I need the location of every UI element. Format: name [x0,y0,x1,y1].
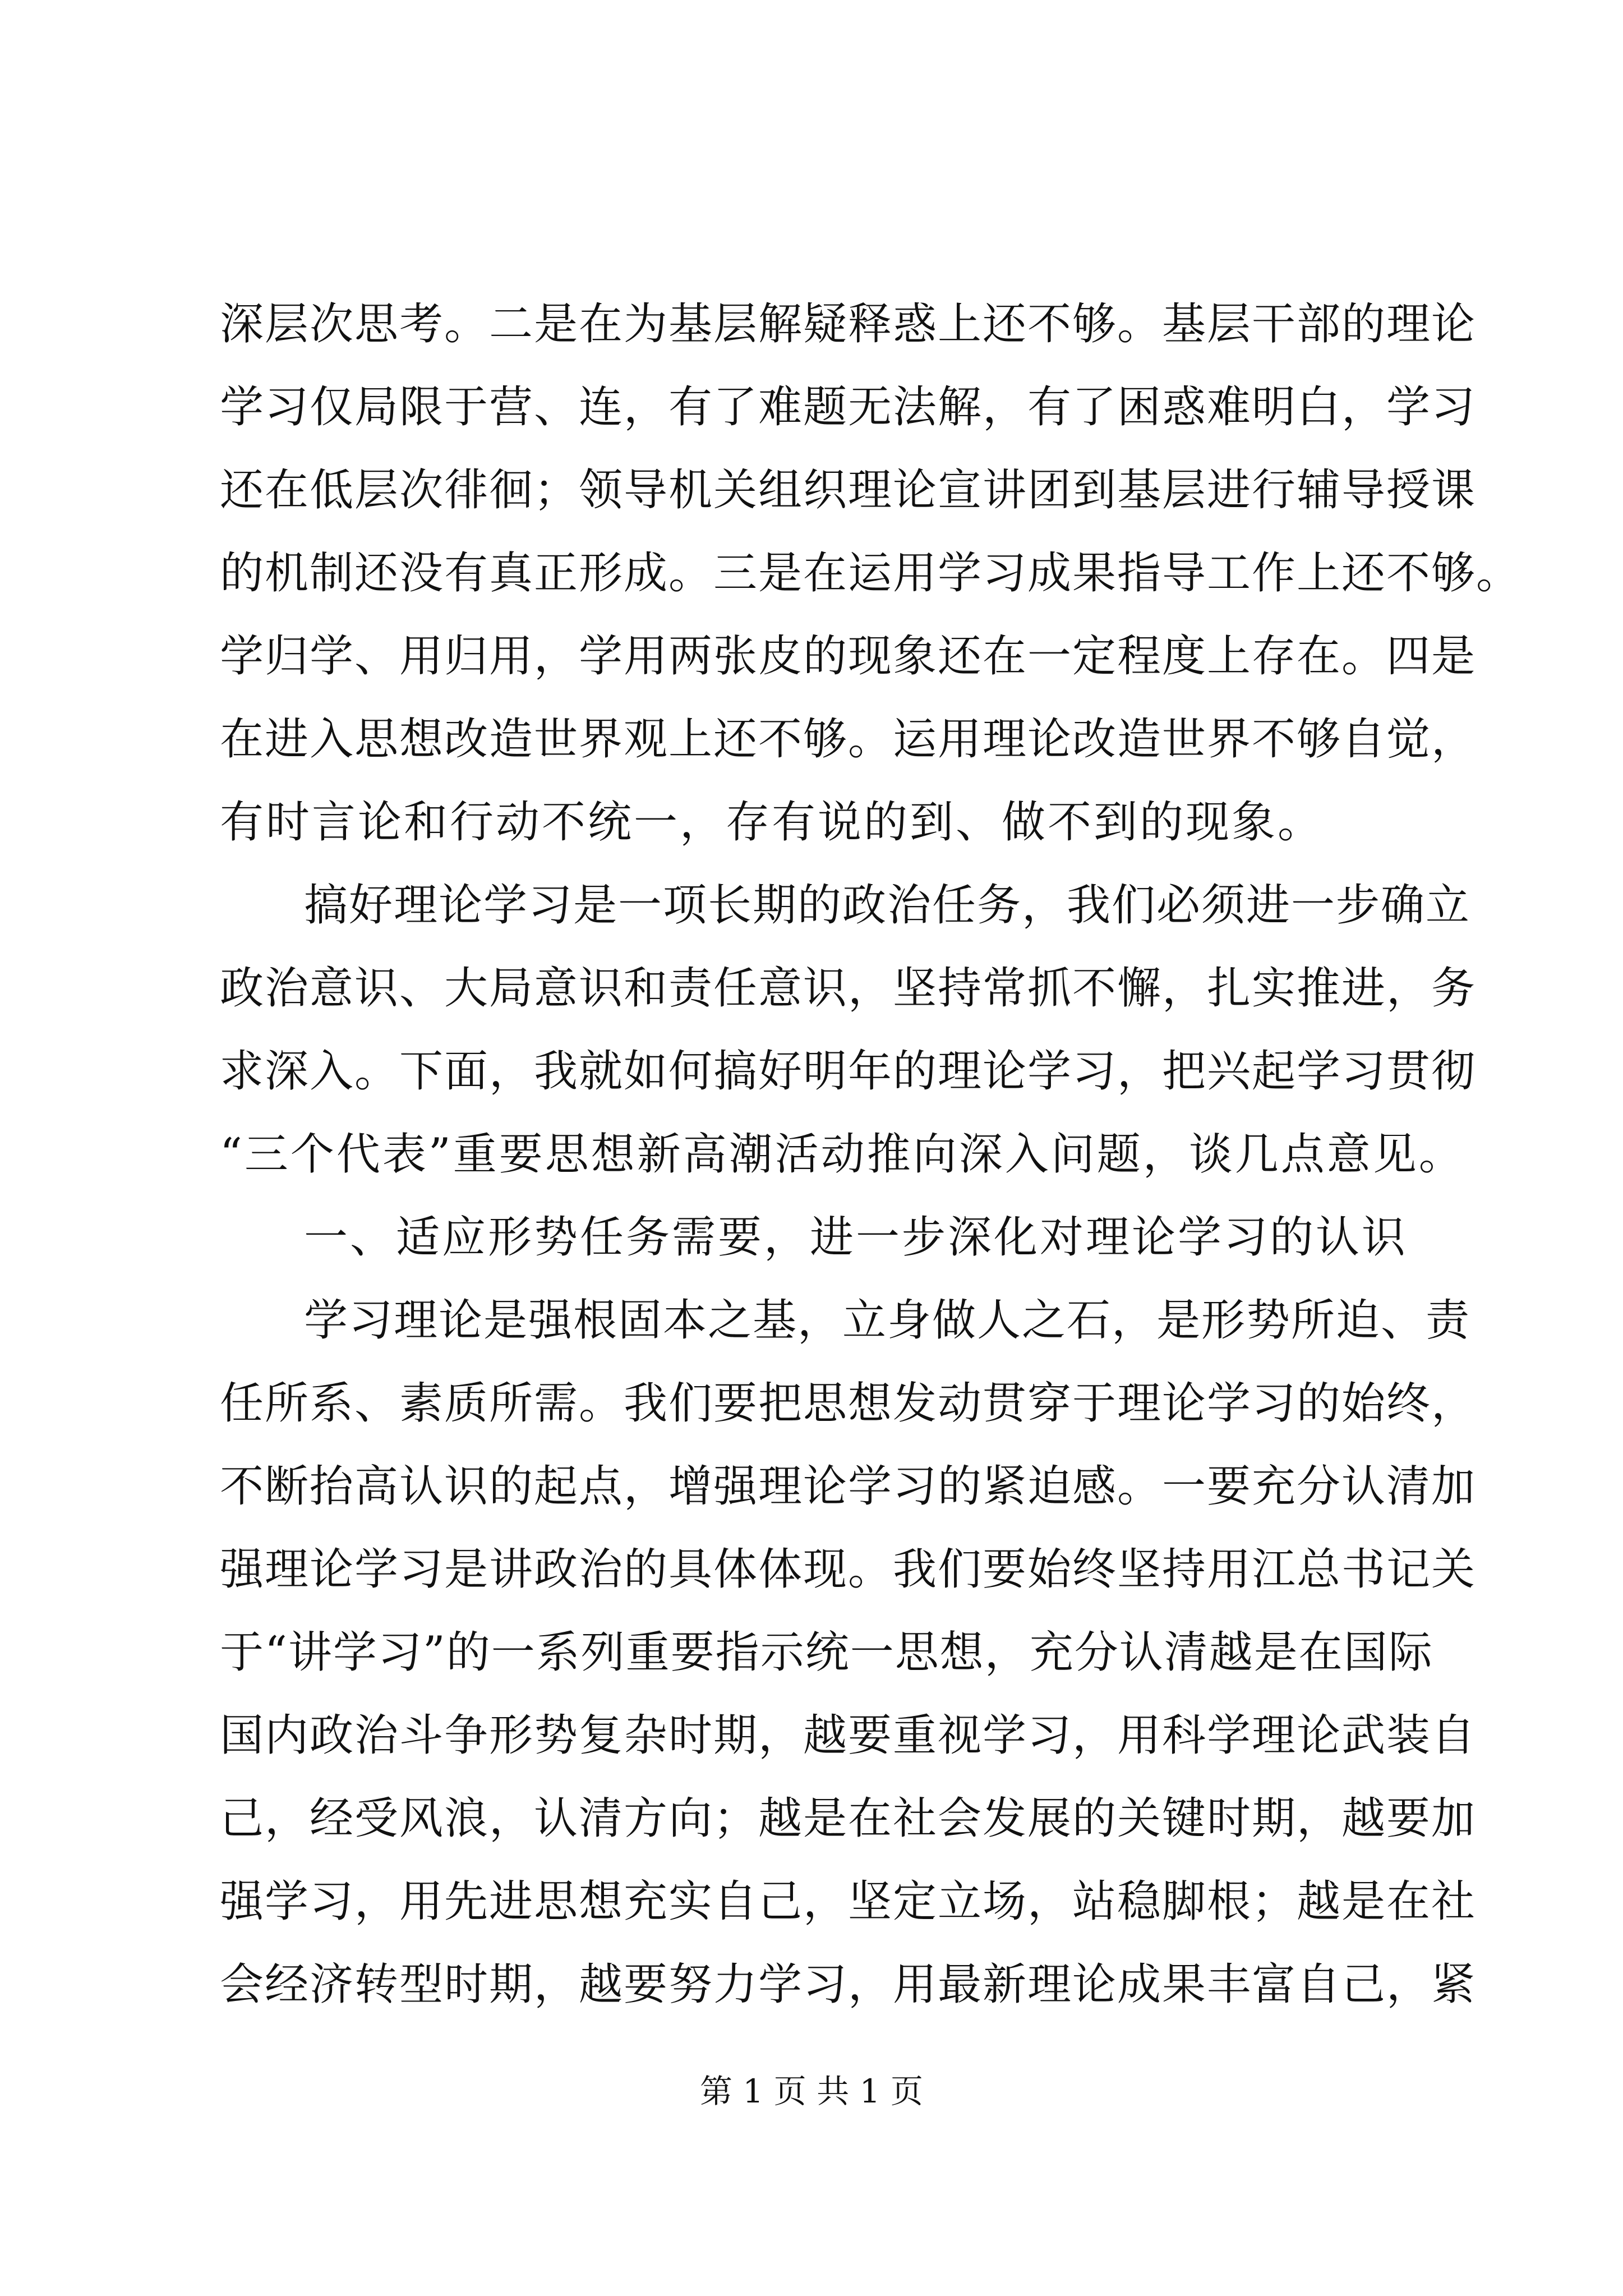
text-line: 任所系、素质所需。我们要把思想发动贯穿于理论学习的始终， [220,1378,1477,1429]
text-line: 会经济转型时期，越要努力学习，用最新理论成果丰富自己，紧 [220,1959,1477,2010]
text-line: “三个代表”重要思想新高潮活动推向深入问题，谈几点意见。 [220,1129,1465,1180]
text-line: 还在低层次徘徊；领导机关组织理论宣讲团到基层进行辅导授课 [220,465,1477,516]
text-line: 政治意识、大局意识和责任意识，坚持常抓不懈，扎实推进，务 [220,963,1477,1014]
paragraph-first-line: 搞好理论学习是一项长期的政治任务，我们必须进一步确立 [304,880,1471,931]
text-line: 在进入思想改造世界观上还不够。运用理论改造世界不够自觉， [220,714,1477,765]
page-number-footer: 第 1 页 共 1 页 [700,2072,923,2110]
text-line: 的机制还没有真正形成。三是在运用学习成果指导工作上还不够。 [220,548,1521,599]
text-line: 学习仅局限于营、连，有了难题无法解，有了困惑难明白，学习 [220,382,1477,432]
text-line: 求深入。下面，我就如何搞好明年的理论学习，把兴起学习贯彻 [220,1046,1477,1097]
text-line: 有时言论和行动不统一，存有说的到、做不到的现象。 [220,797,1324,848]
text-line: 强学习，用先进思想充实自己，坚定立场，站稳脚根；越是在社 [220,1876,1477,1927]
text-line: 不断抬高认识的起点，增强理论学习的紧迫感。一要充分认清加 [220,1461,1477,1512]
text-line: 学归学、用归用，学用两张皮的现象还在一定程度上存在。四是 [220,631,1477,682]
text-line: 于“讲学习”的一系列重要指示统一思想，充分认清越是在国际 [220,1627,1433,1678]
paragraph-first-line: 学习理论是强根固本之基，立身做人之石，是形势所迫、责 [304,1295,1471,1346]
text-line: 深层次思考。二是在为基层解疑释惑上还不够。基层干部的理论 [220,299,1477,349]
text-line: 强理论学习是讲政治的具体体现。我们要始终坚持用江总书记关 [220,1544,1477,1595]
text-line: 国内政治斗争形势复杂时期，越要重视学习，用科学理论武装自 [220,1710,1477,1761]
section-heading: 一、适应形势任务需要，进一步深化对理论学习的认识 [304,1212,1408,1263]
text-line: 己，经受风浪，认清方向；越是在社会发展的关键时期，越要加 [220,1793,1477,1844]
